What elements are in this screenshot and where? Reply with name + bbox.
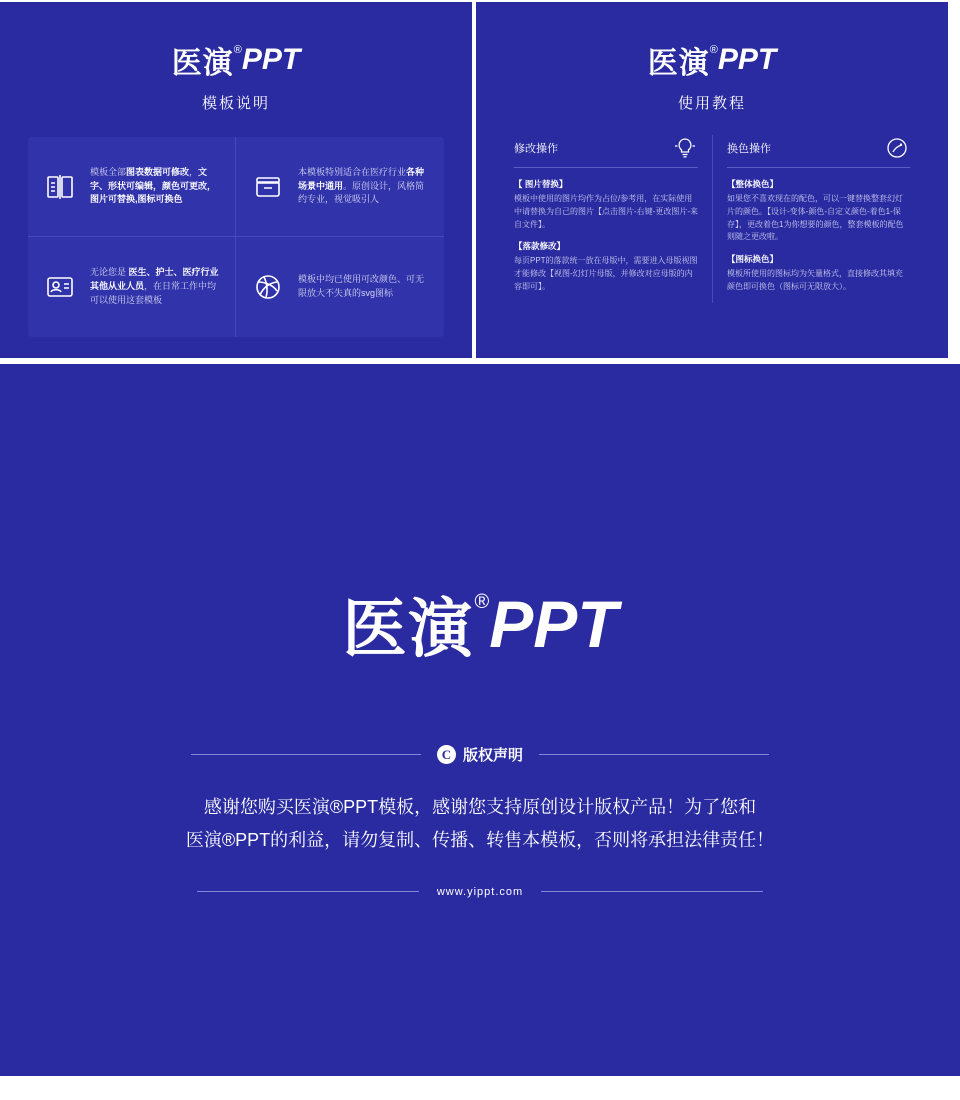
divider-left	[197, 891, 419, 892]
brand-logo-cn: 医演	[647, 47, 710, 80]
divider-right	[541, 891, 763, 892]
website-row	[0, 886, 960, 898]
feature-text: 本模板特别适合在医疗行业各种场景中通用。原创设计，风格简约专业，视觉吸引人	[298, 166, 425, 205]
feature-grid	[28, 137, 444, 337]
box-icon	[248, 167, 288, 207]
brand-logo-registered: ®	[233, 43, 242, 56]
book-open-icon	[40, 167, 80, 207]
panel-block	[514, 240, 698, 293]
copyright-icon: C	[437, 745, 456, 764]
panel-block-body: 每页PPT的落款统一放在母版中，需要进入母版视图才能修改【视图-幻灯片母版，并修改对应母版的内容即可】。	[514, 256, 698, 291]
feature-cell[interactable]	[28, 137, 236, 237]
panel-block-title: 【图标换色】	[727, 254, 779, 265]
copyright-badge	[421, 744, 539, 765]
brand-logo-cn: 医演	[342, 593, 475, 665]
panel-edit-operations[interactable]	[500, 135, 712, 303]
brand-logo-registered: ®	[709, 43, 718, 56]
panel-block	[514, 178, 698, 231]
basketball-icon	[248, 267, 288, 307]
panel-block-body: 模板中使用的图片均作为占位/参考用，在实际使用中请替换为自己的图片【点击图片-右键-更改图片-来自文件】。	[514, 194, 698, 229]
brand-logo	[648, 38, 776, 82]
feature-text: 模板全部图表数据可修改，文字、形状可编辑，颜色可更改，图片可替换,图标可换色	[90, 166, 217, 205]
brand-logo-cn: 医演	[171, 47, 234, 80]
brand-logo-ppt: PPT	[489, 587, 618, 661]
brand-logo-ppt: PPT	[717, 43, 777, 76]
slide-usage-tutorial[interactable]	[476, 2, 948, 358]
slide-subtitle-template-notes: 模板说明	[201, 95, 270, 112]
panel-block-title: 【 图片替换】	[514, 179, 568, 189]
slide-copyright[interactable]	[0, 364, 960, 1076]
panel-title: 修改操作	[514, 143, 558, 155]
panel-header	[727, 135, 910, 168]
slide-template-notes[interactable]	[0, 2, 472, 358]
panel-block	[727, 253, 910, 294]
palette-icon	[884, 135, 910, 161]
feature-text: 模板中均已使用可改颜色、可无限放大不失真的svg图标	[298, 274, 425, 298]
panel-block-title: 【落款修改】	[514, 241, 566, 252]
copyright-heading-row	[0, 744, 960, 765]
copyright-statement-line1: 感谢您购买医演®PPT模板，感谢您支持原创设计版权产品！为了您和	[203, 797, 757, 817]
feature-cell[interactable]	[236, 137, 444, 237]
brand-logo	[172, 38, 300, 82]
panel-block	[727, 178, 910, 244]
panel-header	[514, 135, 698, 168]
feature-text: 无论您是 医生、护士、医疗行业其他从业人员，在日常工作中均可以使用这套模板	[90, 267, 219, 305]
copyright-badge-label: 版权声明	[462, 747, 523, 764]
top-slide-row	[0, 0, 960, 360]
lightbulb-icon	[672, 135, 698, 161]
brand-logo-ppt: PPT	[241, 43, 301, 76]
panel-recolor-operations[interactable]	[712, 135, 924, 303]
logo-block	[476, 2, 948, 82]
panel-block-body: 模板所使用的图标均为矢量格式，直接修改其填充颜色即可换色（图标可无限放大）。	[727, 269, 903, 291]
logo-block	[0, 2, 472, 82]
user-id-icon	[40, 267, 80, 307]
panel-title: 换色操作	[727, 143, 771, 155]
logo-block-large	[0, 364, 960, 670]
panel-block-title: 【整体换色】	[727, 179, 779, 189]
website-url[interactable]: www.yippt.com	[436, 885, 524, 898]
panel-block-body: 如果您不喜欢现在的配色，可以一键替换整套幻灯片的颜色。【设计-变体-颜色-自定义颜色-着色1-保存】，更改着色1为你想要的颜色，整套模板的配色则随之更改啦。	[727, 194, 904, 242]
feature-cell[interactable]	[236, 237, 444, 337]
tutorial-panels	[500, 135, 924, 303]
brand-logo-large	[342, 578, 617, 670]
copyright-statement	[0, 791, 960, 858]
divider-left	[191, 754, 421, 755]
brand-logo-registered: ®	[474, 590, 490, 613]
divider-right	[539, 754, 769, 755]
page-bottom-strip	[0, 1076, 960, 1100]
copyright-statement-line2: 医演®PPT的利益，请勿复制、传播、转售本模板，否则将承担法律责任！	[185, 830, 775, 851]
feature-cell[interactable]	[28, 237, 236, 337]
slide-subtitle-usage-tutorial: 使用教程	[677, 95, 746, 112]
